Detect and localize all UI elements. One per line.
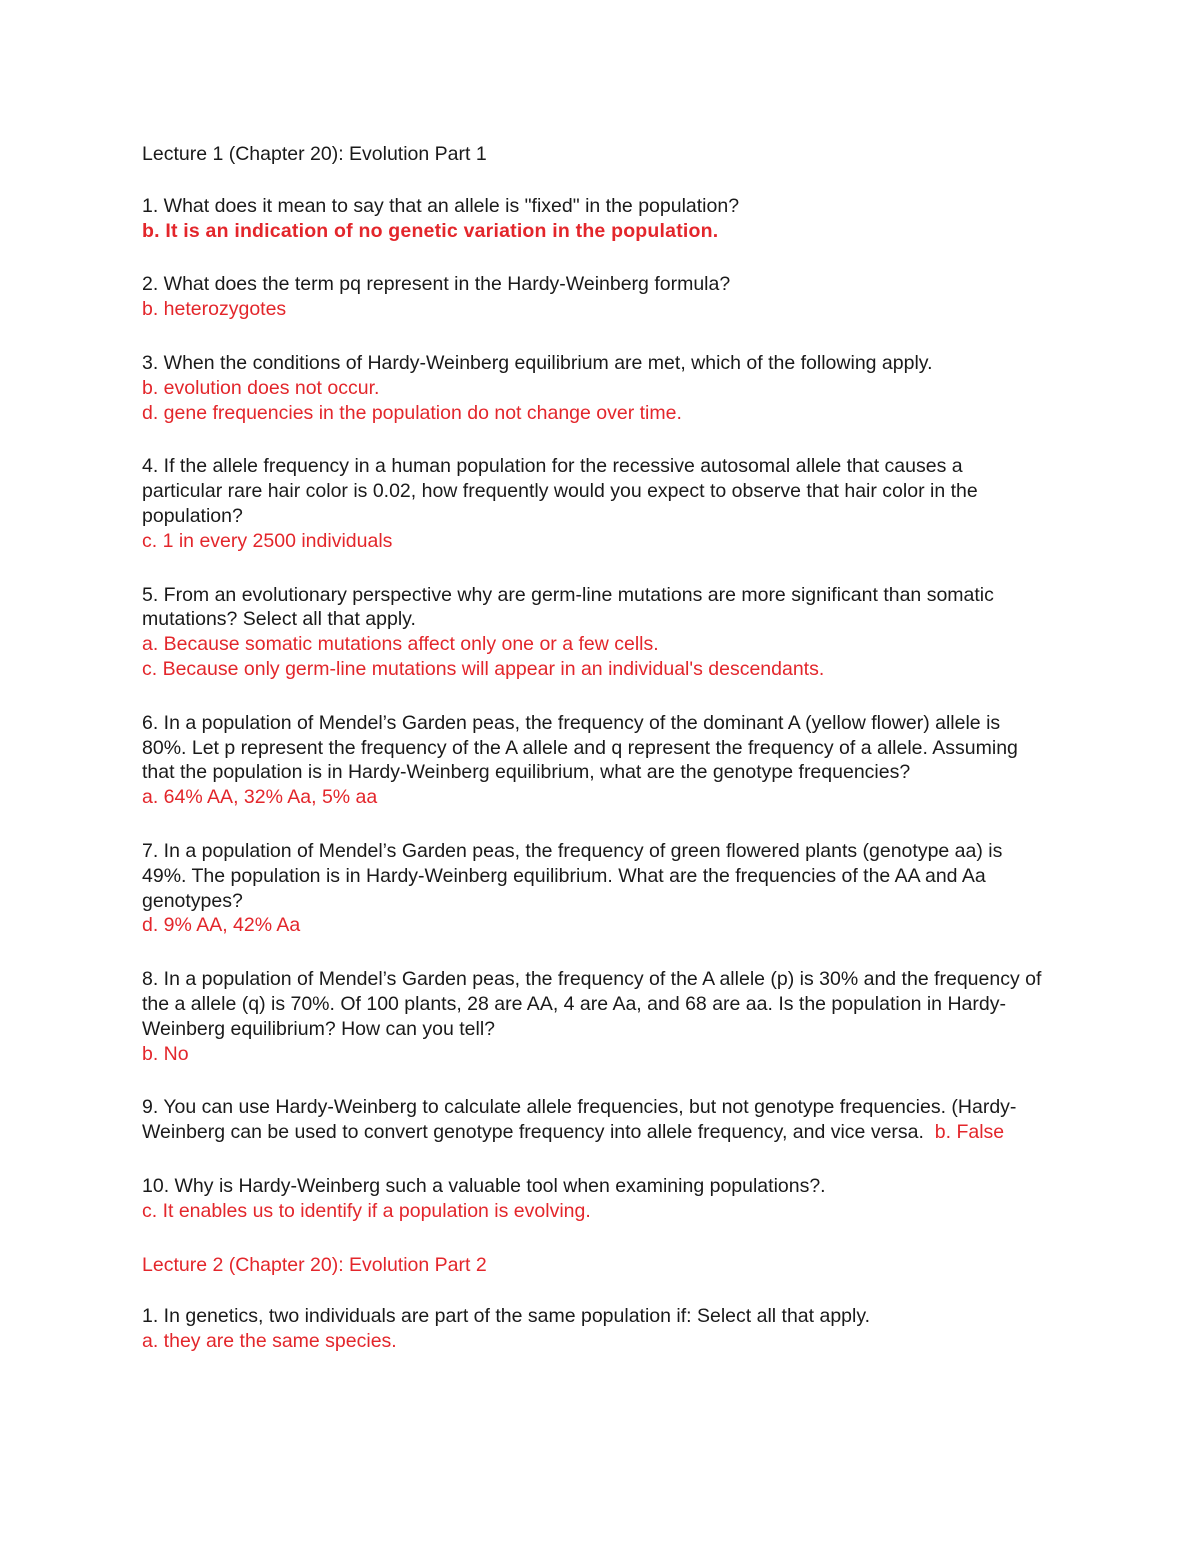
lecture1-title: Lecture 1 (Chapter 20): Evolution Part 1 <box>142 143 487 165</box>
question-block-2 <box>142 272 1042 322</box>
lecture2-question-block-1 <box>142 1304 1042 1354</box>
answer-text: b. No <box>142 1042 189 1065</box>
answer-text: a. they are the same species. <box>142 1330 397 1353</box>
question-block-9 <box>142 1095 1042 1145</box>
answer-text: a. Because somatic mutations affect only one or a few cells. <box>142 633 659 656</box>
lecture2-title: Lecture 2 (Chapter 20): Evolution Part 2 <box>142 1253 487 1276</box>
question-text: 2. What does the term pq represent in the Hardy-Weinberg formula? <box>142 273 731 296</box>
question-text: 1. What does it mean to say that an allele is "fixed" in the population? <box>142 194 740 217</box>
answer-text: b. heterozygotes <box>142 298 287 321</box>
question-text: 10. Why is Hardy-Weinberg such a valuable tool when examining populations?. <box>142 1174 826 1197</box>
answer-text: b. It is an indication of no genetic variation in the population. <box>142 219 719 242</box>
answer-text: b. False <box>934 1121 1005 1144</box>
answer-text: c. 1 in every 2500 individuals <box>142 529 393 552</box>
document-content <box>142 142 1042 1383</box>
question-block-4 <box>142 454 1042 553</box>
question-block-5 <box>142 583 1042 682</box>
question-text: 3. When the conditions of Hardy-Weinberg equilibrium are met, which of the following apply. <box>142 351 933 374</box>
question-block-8 <box>142 967 1042 1066</box>
question-text: 1. In genetics, two individuals are part of the same population if: Select all that apply. <box>142 1305 871 1328</box>
question-block-3 <box>142 351 1042 425</box>
answer-text: c. It enables us to identify if a population is evolving. <box>142 1199 591 1222</box>
question-text: 8. In a population of Mendel’s Garden peas, the frequency of the A allele (p) is 30% and the frequency of the a allele (q) is 70%. Of 100 plants, 28 are AA, 4 are Aa, and 68 are aa. Is the population in Hardy-Weinberg equilibrium? How can you tell? <box>142 968 1042 1040</box>
answer-text: c. Because only germ-line mutations will appear in an individual's descendants. <box>142 657 825 680</box>
answer-text: d. 9% AA, 42% Aa <box>142 914 301 937</box>
question-block-6 <box>142 711 1042 810</box>
question-text: 4. If the allele frequency in a human population for the recessive autosomal allele that causes a particular rare hair color is 0.02, how frequently would you expect to observe that hair color in the population? <box>142 455 978 527</box>
question-text: 6. In a population of Mendel’s Garden peas, the frequency of the dominant A (yellow flower) allele is 80%. Let p represent the frequency of the A allele and q represent the frequency of a allele. Assuming that the population is in Hardy-Weinberg equilibrium, what are the genotype frequencies? <box>142 711 1018 784</box>
question-text: 7. In a population of Mendel’s Garden peas, the frequency of green flowered plants (genotype aa) is 49%. The population is in Hardy-Weinberg equilibrium. What are the frequencies of the AA and Aa genotypes? <box>142 839 1003 912</box>
answer-text: a. 64% AA, 32% Aa, 5% aa <box>142 786 378 809</box>
question-block-10 <box>142 1174 1042 1224</box>
question-block-7 <box>142 839 1042 938</box>
answer-text: b. evolution does not occur. <box>142 376 380 399</box>
question-text: 5. From an evolutionary perspective why are germ-line mutations are more significant than somatic mutations? Select all that apply. <box>142 583 994 631</box>
question-text: 9. You can use Hardy-Weinberg to calculate allele frequencies, but not genotype frequencies. (Hardy-Weinberg can be used to convert genotype frequency into allele frequency, and vice versa. <box>142 1096 1017 1144</box>
question-block-1 <box>142 194 1042 244</box>
answer-text: d. gene frequencies in the population do not change over time. <box>142 401 682 424</box>
